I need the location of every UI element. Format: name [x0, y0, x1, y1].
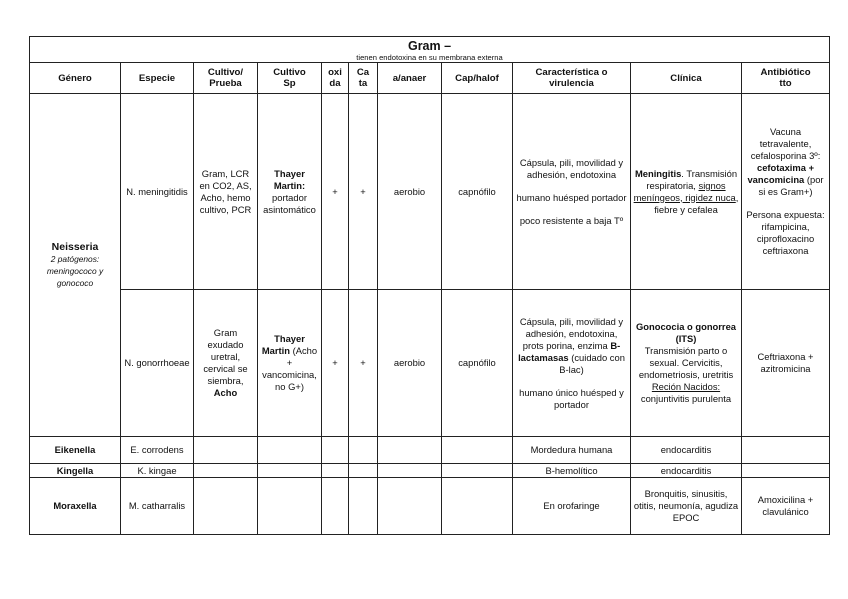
- header-aerobio: a/anaer: [378, 63, 442, 94]
- table-row-moraxella: [30, 478, 830, 535]
- oxidasa-gonorrhoeae: +: [322, 290, 349, 437]
- caract-meningitidis: Cápsula, pili, movilidad y adhesión, endotoxina humano huésped portador poco resistente a baja Tº: [513, 94, 631, 290]
- title-cell: [30, 37, 830, 63]
- cultivo-meningitidis: Gram, LCR en CO2, AS, Acho, hemo cultivo, PCR: [194, 94, 258, 290]
- table-row-meningitidis: [30, 94, 830, 290]
- species-kingella: K. kingae: [121, 464, 194, 478]
- catalasa-meningitidis: +: [349, 94, 378, 290]
- header-row: [30, 63, 830, 94]
- header-antibiotico: Antibiótico tto: [742, 63, 830, 94]
- caract-moraxella: En orofaringe: [513, 478, 631, 535]
- species-meningitidis: N. meningitidis: [121, 94, 194, 290]
- header-caracteristica: Característica o virulencia: [513, 63, 631, 94]
- genus-neisseria-cell: [30, 94, 121, 437]
- genus-kingella: Kingella: [30, 464, 121, 478]
- catalasa-gonorrhoeae: +: [349, 290, 378, 437]
- genus-eikenella: Eikenella: [30, 437, 121, 464]
- header-clinica: Clínica: [631, 63, 742, 94]
- header-genero: Género: [30, 63, 121, 94]
- gram-negative-table: [29, 36, 830, 535]
- clinica-eikenella: endocarditis: [631, 437, 742, 464]
- cap-gonorrhoeae: capnófilo: [442, 290, 513, 437]
- table-title: Gram –: [407, 39, 452, 53]
- antibio-moraxella: Amoxicilina + clavulánico: [742, 478, 830, 535]
- cultivo-sp-gonorrhoeae: Thayer Martin (Acho + vancomicina, no G+): [258, 290, 322, 437]
- header-especie: Especie: [121, 63, 194, 94]
- cultivo-sp-meningitidis: Thayer Martin: portador asintomático: [258, 94, 322, 290]
- aerobio-meningitidis: aerobio: [378, 94, 442, 290]
- caract-gonorrhoeae: Cápsula, pili, movilidad y adhesión, endotoxina, prots porina, enzima B-lactamasas (cuidado con B-lac) humano único huésped y portador: [513, 290, 631, 437]
- title-row: [30, 37, 830, 63]
- oxidasa-meningitidis: +: [322, 94, 349, 290]
- antibio-gonorrhoeae: Ceftriaxona + azitromicina: [742, 290, 830, 437]
- clinica-gonorrhoeae: Gonococia o gonorrea (ITS) Transmisión parto o sexual. Cervicitis, endometriosis, uretritis Reción Nacidos: conjuntivitis purulenta: [631, 290, 742, 437]
- header-cultivo-prueba: Cultivo/ Prueba: [194, 63, 258, 94]
- table-subtitle: tienen endotoxina en su membrana externa: [356, 53, 503, 62]
- species-eikenella: E. corrodens: [121, 437, 194, 464]
- header-catalasa: Ca ta: [349, 63, 378, 94]
- species-gonorrhoeae: N. gonorrhoeae: [121, 290, 194, 437]
- neisseria-note: 2 patógenos: meningococo y gonococo: [46, 254, 104, 288]
- header-cultivo-sp: Cultivo Sp: [258, 63, 322, 94]
- genus-moraxella: Moraxella: [30, 478, 121, 535]
- header-cap: Cap/halof: [442, 63, 513, 94]
- caract-kingella: B-hemolítico: [513, 464, 631, 478]
- header-oxidasa: oxi da: [322, 63, 349, 94]
- genus-neisseria: Neisseria: [51, 241, 99, 253]
- caract-eikenella: Mordedura humana: [513, 437, 631, 464]
- clinica-moraxella: Bronquitis, sinusitis, otitis, neumonía, agudiza EPOC: [631, 478, 742, 535]
- cultivo-gonorrhoeae: Gram exudado uretral, cervical se siembra, Acho: [194, 290, 258, 437]
- clinica-kingella: endocarditis: [631, 464, 742, 478]
- cap-meningitidis: capnófilo: [442, 94, 513, 290]
- antibio-meningitidis: Vacuna tetravalente, cefalosporina 3º: cefotaxima + vancomicina (por si es Gram+) Persona expuesta: rifampicina, ciprofloxacino ceftriaxona: [742, 94, 830, 290]
- aerobio-gonorrhoeae: aerobio: [378, 290, 442, 437]
- table-row-eikenella: [30, 437, 830, 464]
- table-row-kingella: [30, 464, 830, 478]
- species-moraxella: M. catharralis: [121, 478, 194, 535]
- clinica-meningitidis: Meningitis. Transmisión respiratoria, signos meníngeos, rigidez nuca, fiebre y cefalea: [631, 94, 742, 290]
- table-row-gonorrhoeae: [30, 290, 830, 437]
